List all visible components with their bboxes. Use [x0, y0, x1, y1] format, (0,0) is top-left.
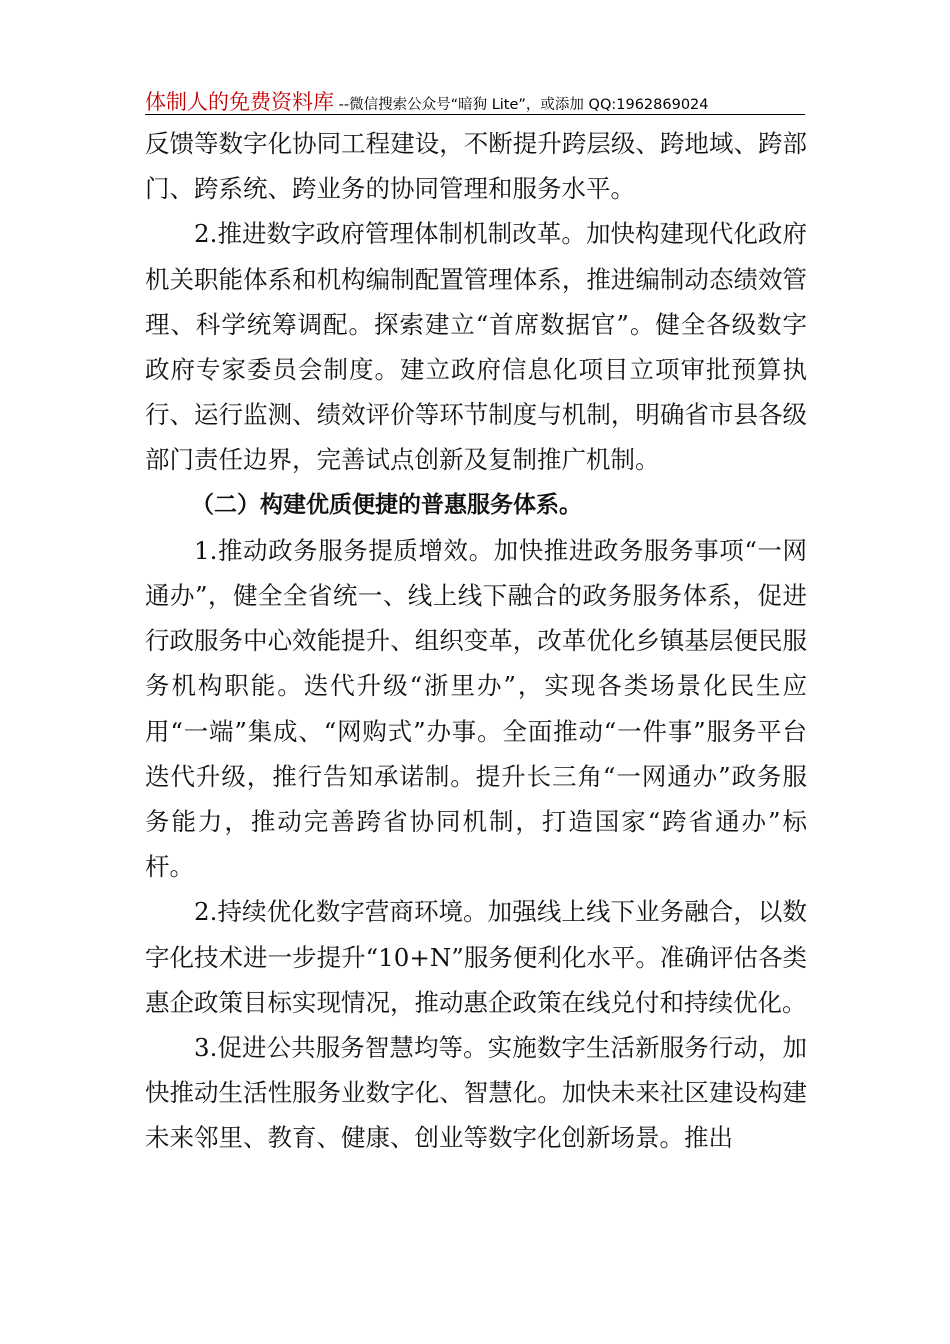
paragraph-item-2-governance: 2.推进数字政府管理体制机制改革。加快构建现代化政府机关职能体系和机构编制配置管理体系，推进编制动态绩效管理、科学统筹调配。探索建立“首席数据官”。健全各级数字政府专家委员会制度。建立政府信息化项目立项审批预算执行、运行监测、绩效评价等环节制度与机制，明确省市县各级部门责任边界，完善试点创新及复制推广机制。 — [145, 219, 807, 475]
document-body — [145, 121, 807, 1161]
paragraph-item-3-public-services: 3.促进公共服务智慧均等。实施数字生活新服务行动，加快推动生活性服务业数字化、智慧化。加快未来社区建设构建未来邻里、教育、健康、创业等数字化创新场景。推出 — [145, 1033, 807, 1153]
page-header — [145, 86, 805, 114]
header-divider — [145, 114, 805, 115]
paragraph-item-1-government-services: 1.推动政务服务提质增效。加快推进政务服务事项“一网通办”，健全全省统一、线上线下融合的政务服务体系，促进行政服务中心效能提升、组织变革，改革优化乡镇基层便民服务机构职能。迭代升级“浙里办”，实现各类场景化民生应用“一端”集成、“网购式”办事。全面推动“一件事”服务平台迭代升级，推行告知承诺制。提升长三角“一网通办”政务服务能力，推动完善跨省协同机制，打造国家“跨省通办”标杆。 — [145, 535, 807, 882]
paragraph-item-2-business-environment: 2.持续优化数字营商环境。加强线上线下业务融合，以数字化技术进一步提升“10+N”服务便利化水平。准确评估各类惠企政策目标实现情况，推动惠企政策在线兑付和持续优化。 — [145, 897, 807, 1017]
header-brand: 体制人的免费资料库 — [145, 90, 334, 114]
section-heading: （二）构建优质便捷的普惠服务体系。 — [191, 491, 582, 518]
paragraph-continuation: 反馈等数字化协同工程建设，不断提升跨层级、跨地域、跨部门、跨系统、跨业务的协同管理和服务水平。 — [145, 129, 807, 204]
header-subtitle: --微信搜索公众号“暗狗 Lite”，或添加 QQ:1962869024 — [334, 97, 709, 113]
